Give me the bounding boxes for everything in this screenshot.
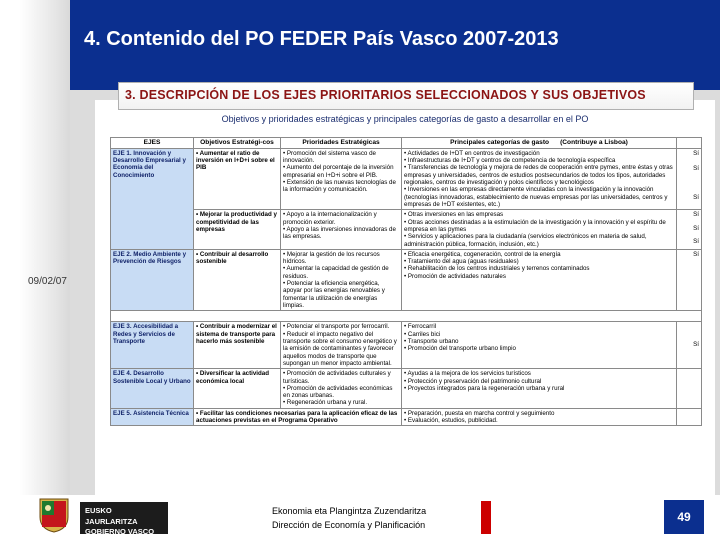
categoria-item: • Infraestructuras de I+DT y centros de competencia de tecnología específica bbox=[404, 157, 674, 164]
eje-cell: EJE 5. Asistencia Técnica bbox=[111, 408, 194, 426]
eje-cell: EJE 1. Innovación y Desarrollo Empresarial y Economía del Conocimiento bbox=[111, 148, 194, 249]
categoria-item: • Carriles bici bbox=[404, 331, 674, 338]
prioridad-item: • Apoyo a las inversiones innovadoras de las empresas. bbox=[283, 226, 399, 241]
prioridad-item: • Reducir el impacto negativo del transporte sobre el consumo energético y la emisión de contaminantes y favorecer aquellos modos de transporte que supongan un menor impacto ambiental. bbox=[283, 331, 399, 368]
prioridad-item: • Promoción del sistema vasco de innovación. bbox=[283, 150, 399, 165]
categoria-item: • Protección y preservación del patrimonio cultural bbox=[404, 378, 674, 385]
objetivo-text: • Aumentar el ratio de inversión en I+D+i sobre el PIB bbox=[196, 150, 278, 172]
lisboa-code-cell bbox=[677, 249, 702, 311]
lisboa-code: Sí bbox=[693, 224, 699, 232]
categoria-item: • Evaluación, estudios, publicidad. bbox=[404, 417, 674, 424]
objetivo-cell bbox=[194, 369, 281, 409]
objetivo-cell bbox=[194, 322, 281, 369]
left-shadow-strip bbox=[20, 0, 70, 540]
categoria-item: • Transporte urbano bbox=[404, 338, 674, 345]
categorias-cell bbox=[402, 408, 677, 426]
lisboa-code-cell bbox=[677, 148, 702, 210]
col-header-prioridades: Prioridades Estratégicas bbox=[281, 138, 402, 149]
gobierno-vasco-wordmark bbox=[80, 502, 168, 534]
categoria-item: • Promoción del transporte urbano limpio bbox=[404, 345, 674, 352]
title-bar bbox=[70, 0, 720, 90]
objetivo-text: • Contribuir al desarrollo sostenible bbox=[196, 251, 278, 266]
prioridad-item: • Promoción de actividades culturales y turísticas. bbox=[283, 370, 399, 385]
section-heading: 3. DESCRIPCIÓN DE LOS EJES PRIORITARIOS SELECCIONADOS Y SUS OBJETIVOS bbox=[125, 88, 646, 102]
prioridad-item: • Mejorar la gestión de los recursos hídricos. bbox=[283, 251, 399, 266]
prioridad-item: • Apoyo a la internacionalización y promoción exterior. bbox=[283, 211, 399, 226]
lisboa-header-label: (Contribuye a Lisboa) bbox=[560, 139, 628, 146]
table-header-row bbox=[111, 138, 702, 149]
section-heading-box bbox=[118, 82, 694, 110]
categoria-item: • Actividades de I+DT en centros de investigación bbox=[404, 150, 674, 157]
categorias-cell bbox=[402, 369, 677, 409]
col-header-ejes: EJES bbox=[111, 138, 194, 149]
categoria-item: • Otras inversiones en las empresas bbox=[404, 211, 674, 218]
prioridad-item: • Potenciar el transporte por ferrocarril. bbox=[283, 323, 399, 330]
table-row bbox=[111, 249, 702, 311]
table-row bbox=[111, 408, 702, 426]
categoria-item: • Ferrocarril bbox=[404, 323, 674, 330]
categoria-item: • Transferencias de tecnología y mejora de redes de cooperación entre pymes, entre éstas y otras empresas y universidades, centros de estudios postsecundarios de todos los tipos, autoridades regionales, centros de investigación y polos científicos y tecnológicos bbox=[404, 164, 674, 186]
objetivo-text: • Facilitar las condiciones necesarias para la aplicación eficaz de las actuaciones previstas en el Programa Operativo bbox=[196, 410, 399, 425]
footer-department bbox=[272, 505, 426, 533]
logo-line2: GOBIERNO VASCO bbox=[85, 527, 155, 536]
objetivo-text: • Contribuir a modernizar el sistema de transporte para hacerlo más sostenible bbox=[196, 323, 278, 345]
categorias-header-label: Principales categorías de gasto bbox=[450, 139, 550, 146]
coat-of-arms-logo bbox=[36, 497, 72, 533]
table-row bbox=[111, 210, 702, 250]
lisboa-code-cell bbox=[677, 322, 702, 369]
lisboa-code: Sí bbox=[693, 341, 699, 349]
lisboa-code-cell bbox=[677, 369, 702, 409]
categoria-item: • Ayudas a la mejora de los servicios turísticos bbox=[404, 370, 674, 377]
objetivo-cell bbox=[194, 408, 402, 426]
eje-cell: EJE 3. Accesibilidad a Redes y Servicios de Transporte bbox=[111, 322, 194, 369]
lisboa-code: Sí bbox=[693, 149, 699, 157]
objetivo-cell bbox=[194, 210, 281, 250]
objetivo-cell bbox=[194, 249, 281, 311]
col-header-code bbox=[677, 138, 702, 149]
col-header-categorias bbox=[402, 138, 677, 149]
categoria-item: • Tratamiento del agua (aguas residuales) bbox=[404, 258, 674, 265]
lisboa-code-cell bbox=[677, 210, 702, 250]
red-accent-bar bbox=[481, 501, 491, 534]
eje-cell: EJE 2. Medio Ambiente y Prevención de Riesgos bbox=[111, 249, 194, 311]
table-row bbox=[111, 369, 702, 409]
col-header-objetivos: Objetivos Estratégi-cos bbox=[194, 138, 281, 149]
prioridades-cell bbox=[281, 148, 402, 210]
categorias-cell bbox=[402, 322, 677, 369]
categoria-item: • Rehabilitación de los centros industriales y terrenos contaminados bbox=[404, 265, 674, 272]
lisboa-code-cell bbox=[677, 408, 702, 426]
prioridades-cell bbox=[281, 322, 402, 369]
lisboa-code: Sí bbox=[693, 237, 699, 245]
prioridad-item: • Promoción de actividades económicas en zonas urbanas. bbox=[283, 385, 399, 400]
prioridad-item: • Extensión de las nuevas tecnologías de la información y comunicación. bbox=[283, 179, 399, 194]
categoria-item: • Eficacia energética, cogeneración, control de la energía bbox=[404, 251, 674, 258]
categorias-cell bbox=[402, 210, 677, 250]
lisboa-code: Sí bbox=[693, 211, 699, 219]
prioridades-cell bbox=[281, 369, 402, 409]
lisboa-code: Sí bbox=[693, 165, 699, 173]
logo-line1: EUSKO JAURLARITZA bbox=[85, 506, 138, 526]
categoria-item: • Otras acciones destinadas a la estimulación de la investigación y la innovación y el espíritu de empresa en las pymes bbox=[404, 219, 674, 234]
prioridad-item: • Aumento del porcentaje de la inversión empresarial en I+D+i sobre el PIB. bbox=[283, 164, 399, 179]
prioridades-cell bbox=[281, 210, 402, 250]
prioridad-item: • Aumentar la capacidad de gestión de residuos. bbox=[283, 265, 399, 280]
lisboa-code: Sí bbox=[693, 194, 699, 202]
categoria-item: • Preparación, puesta en marcha control y seguimiento bbox=[404, 410, 674, 417]
categoria-item: • Proyectos integrados para la regeneración urbana y rural bbox=[404, 385, 674, 392]
categorias-cell bbox=[402, 148, 677, 210]
prioridades-cell bbox=[281, 249, 402, 311]
categorias-cell bbox=[402, 249, 677, 311]
categoria-item: • Promoción de actividades naturales bbox=[404, 273, 674, 280]
section-subtitle: Objetivos y prioridades estratégicas y principales categorías de gasto a desarrollar en el PO bbox=[221, 114, 589, 124]
date-label: 09/02/07 bbox=[28, 276, 67, 287]
categoria-item: • Inversiones en las empresas directamente vinculadas con la investigación y la innovación (tecnologías innovadoras, establecimiento de nuevas empresas por las universidades, centros y empresas de I+DT existentes, etc.) bbox=[404, 186, 674, 208]
prioridad-item: • Regeneración urbana y rural. bbox=[283, 399, 399, 406]
spacer-row bbox=[111, 311, 702, 322]
footer-line2: Dirección de Economía y Planificación bbox=[272, 519, 426, 530]
table-row bbox=[111, 322, 702, 369]
footer-line1: Ekonomia eta Plangintza Zuzendaritza bbox=[272, 506, 427, 516]
objetivo-text: • Mejorar la productividad y competitividad de las empresas bbox=[196, 211, 278, 233]
axes-table bbox=[110, 137, 702, 426]
table-row bbox=[111, 148, 702, 210]
page-title: 4. Contenido del PO FEDER País Vasco 2007-2013 bbox=[84, 28, 559, 50]
prioridad-item: • Potenciar la eficiencia energética, apoyar por las energías renovables y fomentar la utilización de energías limpias. bbox=[283, 280, 399, 309]
objetivo-text: • Diversificar la actividad económica local bbox=[196, 370, 278, 385]
spacer-cell bbox=[111, 311, 702, 322]
lisboa-code: Sí bbox=[693, 250, 699, 258]
page-number: 49 bbox=[664, 500, 704, 534]
categoria-item: • Servicios y aplicaciones para la ciudadanía (servicios electrónicos en materia de salud, administración pública, formación, inclusión, etc.) bbox=[404, 233, 674, 248]
eje-cell: EJE 4. Desarrollo Sostenible Local y Urbano bbox=[111, 369, 194, 409]
objetivo-cell bbox=[194, 148, 281, 210]
